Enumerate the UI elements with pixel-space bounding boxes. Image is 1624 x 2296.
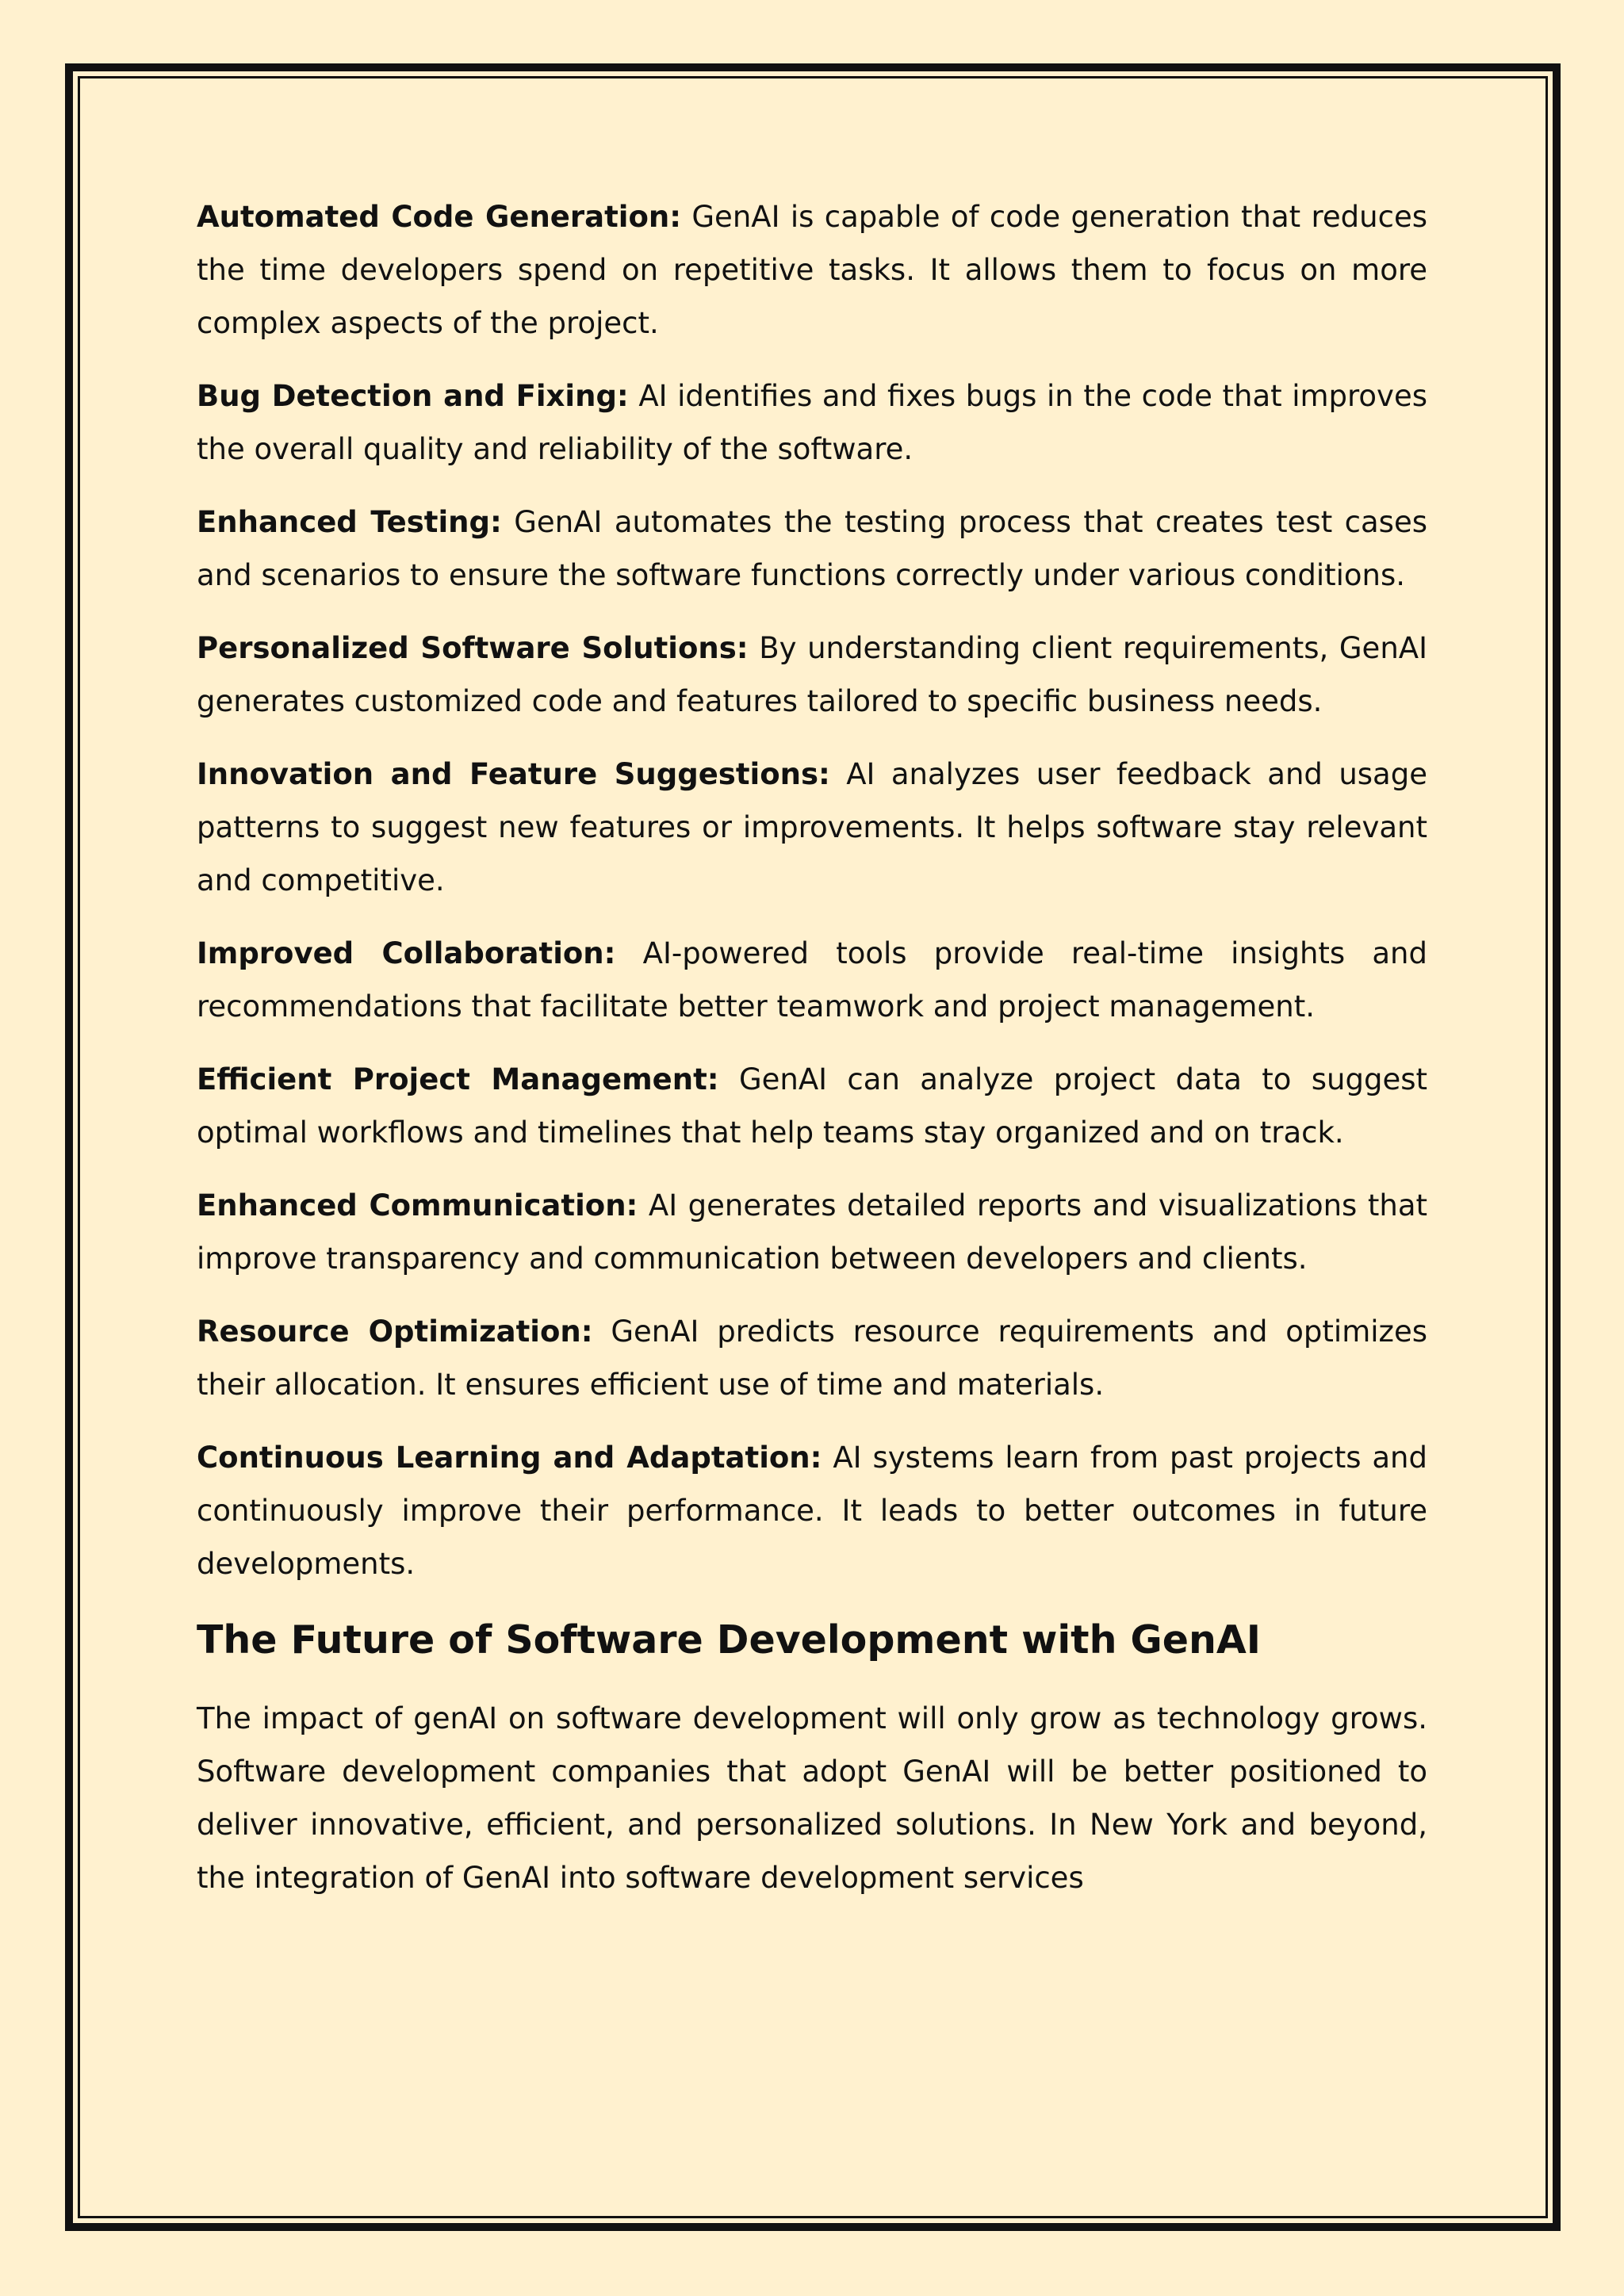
benefit-term: Automated Code Generation:: [197, 200, 682, 234]
benefit-paragraph: [197, 190, 1427, 350]
benefit-text: GenAI is capable of code generation that reduces the time developers spend on repetitive tasks. It allows them to focus on more complex aspects of the project.: [197, 200, 1428, 340]
benefit-text: AI analyzes user feedback and usage patterns to suggest new features or improvements. It helps software stay relevant and competitive.: [197, 757, 1427, 897]
benefit-text: AI systems learn from past projects and continuously improve their performance. It leads to better outcomes in future developments.: [197, 1441, 1427, 1581]
benefit-term: Bug Detection and Fixing:: [197, 379, 629, 413]
benefit-paragraph: [197, 1179, 1427, 1285]
benefit-text: AI generates detailed reports and visualizations that improve transparency and communication between developers and clients.: [197, 1188, 1428, 1276]
benefit-term: Enhanced Communication:: [197, 1188, 638, 1223]
benefit-term: Improved Collaboration:: [197, 936, 616, 970]
benefit-text: By understanding client requirements, GenAI generates customized code and features tailored to specific business needs.: [197, 631, 1427, 718]
section-heading: The Future of Software Development with GenAI: [197, 1617, 1261, 1663]
benefit-paragraph: [197, 369, 1427, 476]
benefit-text: GenAI automates the testing process that creates test cases and scenarios to ensure the software functions correctly under various conditions.: [197, 505, 1427, 592]
benefit-paragraph: [197, 1053, 1427, 1159]
benefit-term: Continuous Learning and Adaptation:: [197, 1441, 822, 1475]
benefit-term: Enhanced Testing:: [197, 505, 502, 539]
benefit-term: Efficient Project Management:: [197, 1062, 719, 1096]
benefit-paragraph: [197, 622, 1427, 728]
benefit-paragraph: [197, 1431, 1427, 1590]
benefit-paragraph: [197, 496, 1427, 602]
benefit-term: Personalized Software Solutions:: [197, 631, 749, 665]
benefit-text: GenAI can analyze project data to suggest optimal workflows and timelines that help teams stay organized and on track.: [197, 1062, 1428, 1150]
benefit-text: AI identifies and fixes bugs in the code that improves the overall quality and reliability of the software.: [197, 379, 1427, 466]
document-body: [197, 190, 1427, 1924]
benefit-term: Innovation and Feature Suggestions:: [197, 757, 830, 791]
section-body-paragraph: The impact of genAI on software development will only grow as technology grows. Software development companies that adopt GenAI will be better positioned to deliver innovative, efficient, and personalized solutions. In New York and beyond, the integration of GenAI into software development services: [197, 1701, 1427, 1895]
benefit-paragraph: [197, 927, 1427, 1033]
benefit-paragraph: [197, 1305, 1427, 1411]
benefit-paragraph: [197, 748, 1427, 907]
benefit-text: GenAI predicts resource requirements and optimizes their allocation. It ensures efficient use of time and materials.: [197, 1314, 1427, 1402]
benefit-term: Resource Optimization:: [197, 1314, 593, 1349]
benefit-text: AI-powered tools provide real-time insights and recommendations that facilitate better teamwork and project management.: [197, 936, 1427, 1024]
